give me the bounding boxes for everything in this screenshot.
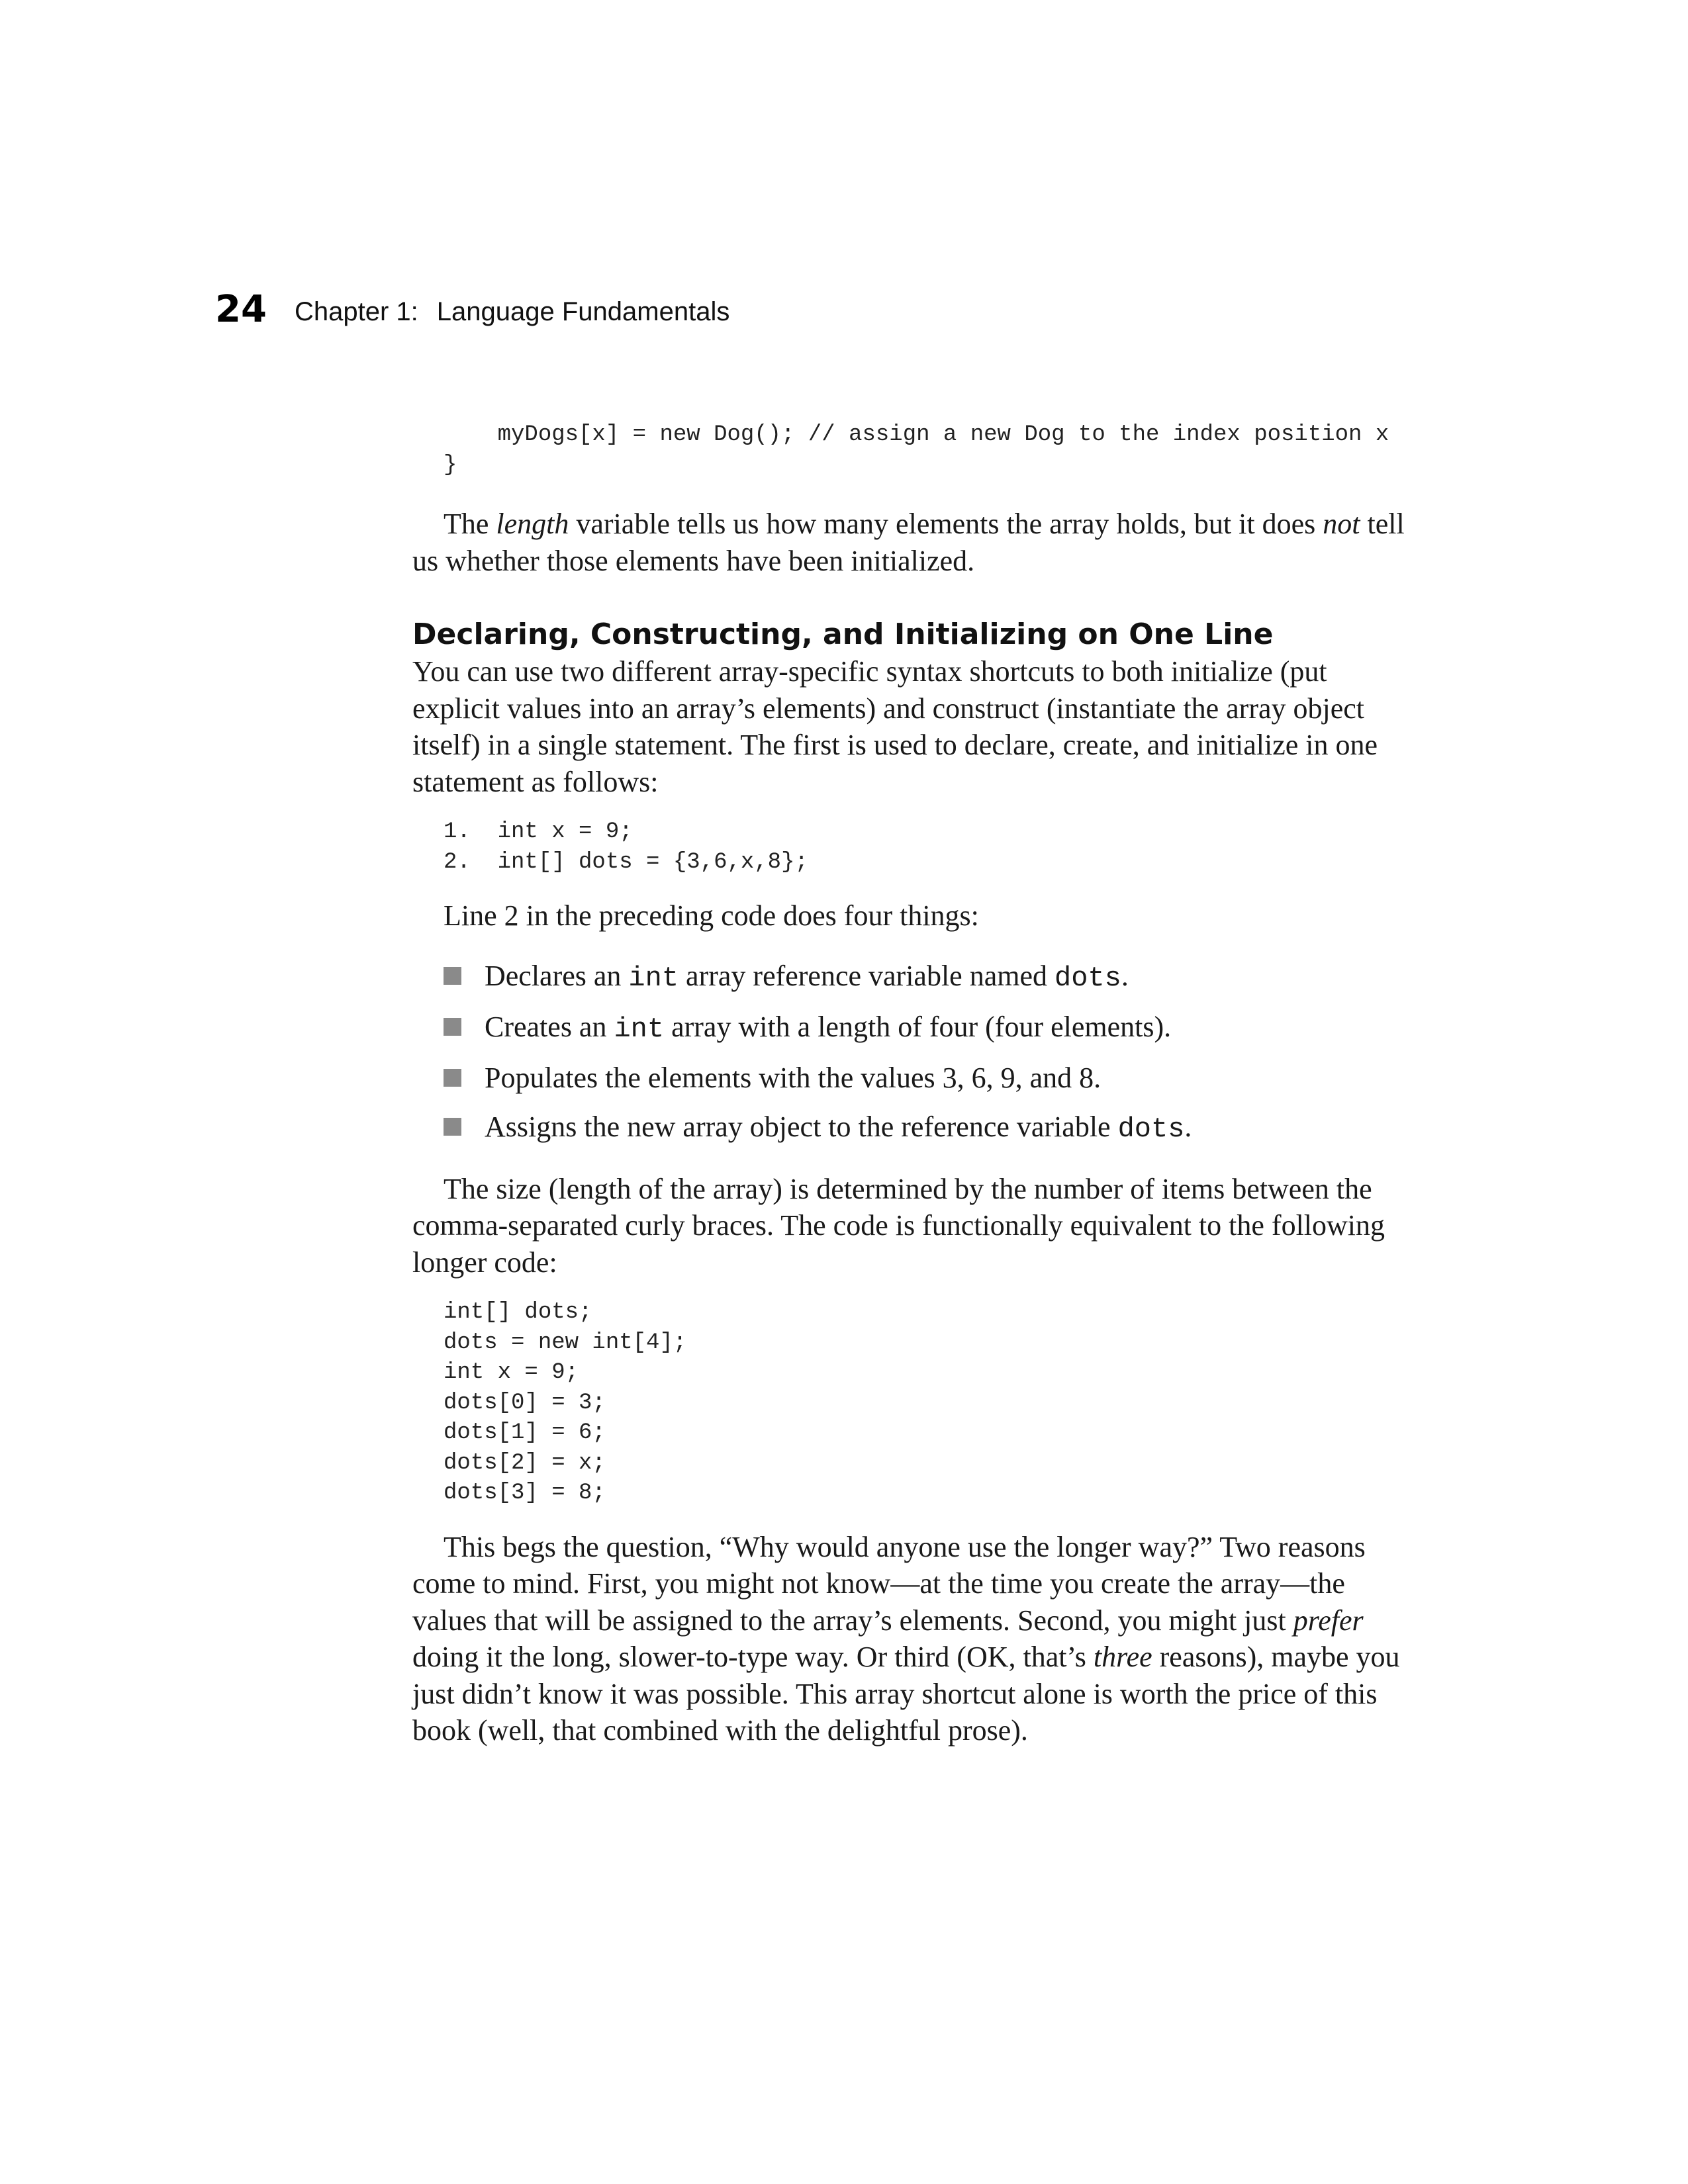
list-item: Creates an int array with a length of four (four elements).	[444, 1003, 1405, 1054]
emphasis-prefer: prefer	[1293, 1604, 1364, 1637]
paragraph-line2: Line 2 in the preceding code does four things:	[444, 899, 979, 932]
chapter-heading	[295, 295, 729, 328]
paragraph-question: This begs the question, “Why would anyone use the longer way?” Two reasons come to mind. First, you might not know—at the time you create the array—the values that will be assigned to the array’s elements. Second, you might just prefer doing it the long, slower-to-type way. Or third (OK, that’s three reasons), maybe you just didn’t know it was possible. This array shortcut alone is worth the price of this book (well, that combined with the delightful prose).	[412, 1530, 1400, 1747]
section-heading: Declaring, Constructing, and Initializing on One Line	[412, 617, 1274, 651]
emphasis-length: length	[496, 508, 569, 540]
code-block-long: int[] dots; dots = new int[4]; int x = 9; dots[0] = 3; dots[1] = 6; dots[2] = x; dots[3] = 8;	[444, 1300, 687, 1506]
square-bullet-icon	[444, 1118, 461, 1136]
square-bullet-icon	[444, 967, 461, 985]
square-bullet-icon	[444, 1069, 461, 1087]
page-number: 24	[215, 288, 267, 331]
list-item: Assigns the new array object to the reference variable dots.	[444, 1103, 1405, 1154]
paragraph-size: The size (length of the array) is determined by the number of items between the comma-separated curly braces. The code is functionally equivalent to the following longer code:	[412, 1172, 1385, 1279]
list-item: Declares an int array reference variable named dots.	[444, 952, 1405, 1003]
code-block-one-line: 1. int x = 9; 2. int[] dots = {3,6,x,8};	[444, 819, 808, 875]
page-content	[412, 420, 1405, 1749]
emphasis-not: not	[1323, 508, 1360, 540]
code-block-top: myDogs[x] = new Dog(); // assign a new Dog to the index position x }	[444, 422, 1389, 478]
chapter-title: Language Fundamentals	[436, 297, 730, 326]
chapter-label: Chapter 1:	[295, 297, 418, 326]
inline-code: int	[628, 962, 679, 994]
paragraph-length-variable: The length variable tells us how many elements the array holds, but it does not tell us whether those elements have been initialized.	[412, 508, 1405, 577]
inline-code: int	[614, 1013, 665, 1045]
list-item: Populates the elements with the values 3, 6, 9, and 8.	[444, 1054, 1405, 1103]
bullet-list	[412, 952, 1405, 1154]
square-bullet-icon	[444, 1018, 461, 1036]
inline-code: dots	[1117, 1113, 1185, 1145]
paragraph-syntax-shortcuts: You can use two different array-specific syntax shortcuts to both initialize (put explicit values into an array’s elements) and construct (instantiate the array object itself) in a single statement. The first is used to declare, create, and initialize in one statement as follows:	[412, 655, 1378, 798]
emphasis-three: three	[1093, 1641, 1152, 1673]
inline-code: dots	[1055, 962, 1121, 994]
